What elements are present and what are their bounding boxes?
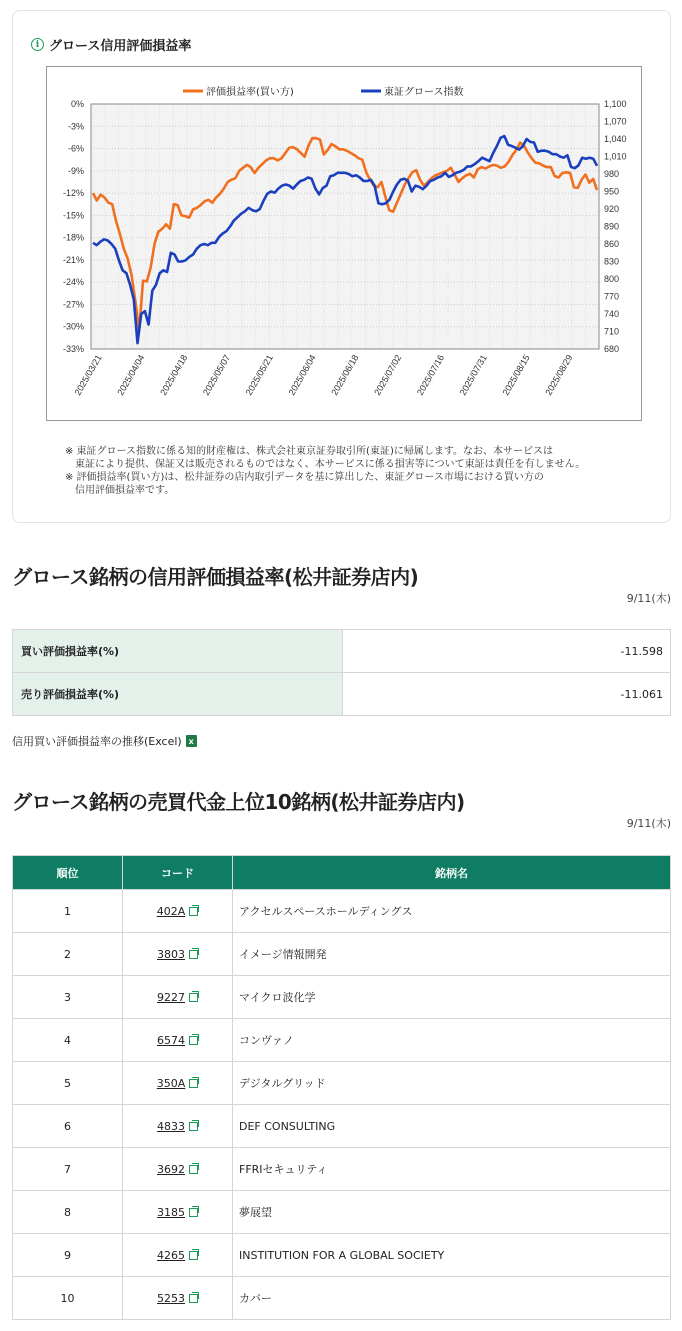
stock-code-link[interactable]: 3185 xyxy=(157,1205,185,1219)
ranking-table-body xyxy=(13,890,671,1320)
excel-download-link[interactable] xyxy=(12,733,197,749)
table-row xyxy=(13,1105,671,1148)
y-right-tick-label: 950 xyxy=(604,186,620,197)
copy-icon[interactable] xyxy=(189,1208,198,1217)
ranking-table xyxy=(12,855,671,1320)
copy-icon[interactable] xyxy=(189,1036,198,1045)
y-right-tick-label: 680 xyxy=(604,344,620,354)
chart-card-title-text: グロース信用評価損益率 xyxy=(49,39,192,54)
copy-icon[interactable] xyxy=(189,950,198,959)
x-tick-label: 2025/03/21 xyxy=(72,353,104,398)
line-chart xyxy=(47,67,643,422)
section1-date: 9/11(木) xyxy=(626,592,671,605)
stock-name-cell: イメージ情報開発 xyxy=(233,933,671,976)
section1-title: グロース銘柄の信用評価損益率(松井証券店内) xyxy=(12,565,419,589)
rank-cell: 5 xyxy=(13,1062,123,1105)
y-right-tick-label: 980 xyxy=(604,169,620,179)
sell-rate-label: 売り評価損益率(%) xyxy=(13,673,343,716)
header-name: 銘柄名 xyxy=(233,856,671,890)
stock-code-link[interactable]: 5253 xyxy=(157,1291,185,1305)
table-row xyxy=(13,673,671,716)
excel-icon[interactable]: x xyxy=(186,735,197,747)
table-row xyxy=(13,1191,671,1234)
chart-card-title xyxy=(31,35,191,54)
chart-card xyxy=(12,10,671,523)
legend-label: 評価損益率(買い方) xyxy=(206,87,294,98)
y-left-tick-label: 0% xyxy=(70,99,84,109)
table-row xyxy=(13,890,671,933)
rank-cell: 4 xyxy=(13,1019,123,1062)
y-right-tick-label: 740 xyxy=(604,309,620,319)
stock-name-cell: コンヴァノ xyxy=(233,1019,671,1062)
x-tick-label: 2025/05/07 xyxy=(200,353,233,398)
stock-code-link[interactable]: 402A xyxy=(156,904,186,918)
code-cell xyxy=(123,1191,233,1234)
x-tick-label: 2025/07/31 xyxy=(457,353,489,398)
x-tick-label: 2025/08/29 xyxy=(543,353,575,398)
note-line: ※ 東証グロース指数に係る知的財産権は、株式会社東京証券取引所(東証)に帰属します。なお、本サービスは xyxy=(65,446,554,457)
y-left-tick-label: -12% xyxy=(62,188,84,199)
code-cell xyxy=(123,1234,233,1277)
table-row xyxy=(13,1277,671,1320)
y-right-tick-label: 890 xyxy=(604,221,620,232)
table-row xyxy=(13,1019,671,1062)
y-right-tick-label: 800 xyxy=(604,274,620,284)
y-left-tick-label: -18% xyxy=(62,232,84,243)
stock-name-cell: マイクロ波化学 xyxy=(233,976,671,1019)
y-right-tick-label: 1,100 xyxy=(604,99,627,109)
legend-label: 東証グロース指数 xyxy=(384,87,464,98)
stock-name-cell: INSTITUTION FOR A GLOBAL SOCIETY xyxy=(233,1234,671,1277)
y-right-tick-label: 710 xyxy=(604,326,620,337)
stock-name-cell: FFRIセキュリティ xyxy=(233,1148,671,1191)
y-right-tick-label: 770 xyxy=(604,291,620,302)
code-cell xyxy=(123,890,233,933)
header-rank: 順位 xyxy=(13,856,123,890)
section2-title: グロース銘柄の売買代金上位10銘柄(松井証券店内) xyxy=(12,790,465,814)
x-tick-label: 2025/08/15 xyxy=(500,353,532,398)
y-left-tick-label: -27% xyxy=(62,299,84,310)
chart-frame xyxy=(46,66,642,421)
margin-rate-table xyxy=(12,629,671,716)
y-left-tick-label: -33% xyxy=(62,344,84,354)
stock-code-link[interactable]: 4265 xyxy=(157,1248,185,1262)
stock-name-cell: アクセルスペースホールディングス xyxy=(233,890,671,933)
y-right-tick-label: 920 xyxy=(604,204,620,214)
table-header-row xyxy=(13,856,671,890)
stock-code-link[interactable]: 6574 xyxy=(157,1033,185,1047)
info-icon[interactable]: i xyxy=(31,38,44,51)
y-left-tick-label: -9% xyxy=(67,165,84,176)
x-tick-label: 2025/04/04 xyxy=(115,353,147,398)
note-line: 信用評価損益率です。 xyxy=(65,485,175,496)
note-line: 東証により提供、保証又は販売されるものではなく、本サービスに係る損害等について東証は責任を有しません。 xyxy=(65,459,586,470)
note-line: ※ 評価損益率(買い方)は、松井証券の店内取引データを基に算出した、東証グロース市場における買い方の xyxy=(65,472,544,483)
table-row xyxy=(13,976,671,1019)
code-cell xyxy=(123,1105,233,1148)
table-row xyxy=(13,1148,671,1191)
x-tick-label: 2025/07/16 xyxy=(414,353,447,398)
y-left-tick-label: -21% xyxy=(62,254,84,265)
rank-cell: 6 xyxy=(13,1105,123,1148)
x-tick-label: 2025/05/21 xyxy=(243,353,275,398)
stock-code-link[interactable]: 9227 xyxy=(157,990,185,1004)
x-tick-label: 2025/06/18 xyxy=(329,353,361,398)
sell-rate-value: -11.061 xyxy=(343,673,671,716)
rank-cell: 10 xyxy=(13,1277,123,1320)
table-row xyxy=(13,1062,671,1105)
header-code: コード xyxy=(123,856,233,890)
stock-name-cell: デジタルグリッド xyxy=(233,1062,671,1105)
chart-notes xyxy=(65,445,585,497)
stock-code-link[interactable]: 350A xyxy=(156,1076,186,1090)
code-cell xyxy=(123,1277,233,1320)
rank-cell: 8 xyxy=(13,1191,123,1234)
y-left-tick-label: -15% xyxy=(62,210,84,221)
copy-icon[interactable] xyxy=(189,993,198,1002)
code-cell xyxy=(123,1148,233,1191)
copy-icon[interactable] xyxy=(189,1251,198,1260)
rank-cell: 7 xyxy=(13,1148,123,1191)
code-cell xyxy=(123,976,233,1019)
rank-cell: 2 xyxy=(13,933,123,976)
x-tick-label: 2025/07/02 xyxy=(372,353,404,398)
y-left-tick-label: -24% xyxy=(62,277,84,288)
code-cell xyxy=(123,1062,233,1105)
buy-rate-value: -11.598 xyxy=(343,630,671,673)
stock-name-cell: カバー xyxy=(233,1277,671,1320)
y-right-tick-label: 860 xyxy=(604,239,620,249)
excel-link-text[interactable]: 信用買い評価損益率の推移(Excel) xyxy=(12,735,182,748)
y-left-tick-label: -6% xyxy=(67,143,84,154)
code-cell xyxy=(123,1019,233,1062)
code-cell xyxy=(123,933,233,976)
stock-code-link[interactable]: 4833 xyxy=(157,1119,185,1133)
y-right-tick-label: 1,070 xyxy=(604,116,627,127)
copy-icon[interactable] xyxy=(189,1122,198,1131)
y-right-tick-label: 1,010 xyxy=(604,151,627,162)
section2-date: 9/11(木) xyxy=(626,817,671,830)
rank-cell: 9 xyxy=(13,1234,123,1277)
y-right-tick-label: 1,040 xyxy=(604,134,627,144)
stock-name-cell: 夢展望 xyxy=(233,1191,671,1234)
table-row xyxy=(13,1234,671,1277)
stock-code-link[interactable]: 3692 xyxy=(157,1162,185,1176)
y-left-tick-label: -30% xyxy=(62,321,84,332)
copy-icon[interactable] xyxy=(189,907,198,916)
table-row xyxy=(13,933,671,976)
copy-icon[interactable] xyxy=(189,1079,198,1088)
table-row xyxy=(13,630,671,673)
x-tick-label: 2025/04/18 xyxy=(158,353,190,398)
stock-code-link[interactable]: 3803 xyxy=(157,947,185,961)
rank-cell: 1 xyxy=(13,890,123,933)
copy-icon[interactable] xyxy=(189,1294,198,1303)
y-left-tick-label: -3% xyxy=(67,121,84,132)
rank-cell: 3 xyxy=(13,976,123,1019)
x-tick-label: 2025/06/04 xyxy=(286,353,318,398)
copy-icon[interactable] xyxy=(189,1165,198,1174)
buy-rate-label: 買い評価損益率(%) xyxy=(13,630,343,673)
y-right-tick-label: 830 xyxy=(604,256,620,267)
stock-name-cell: DEF CONSULTING xyxy=(233,1105,671,1148)
